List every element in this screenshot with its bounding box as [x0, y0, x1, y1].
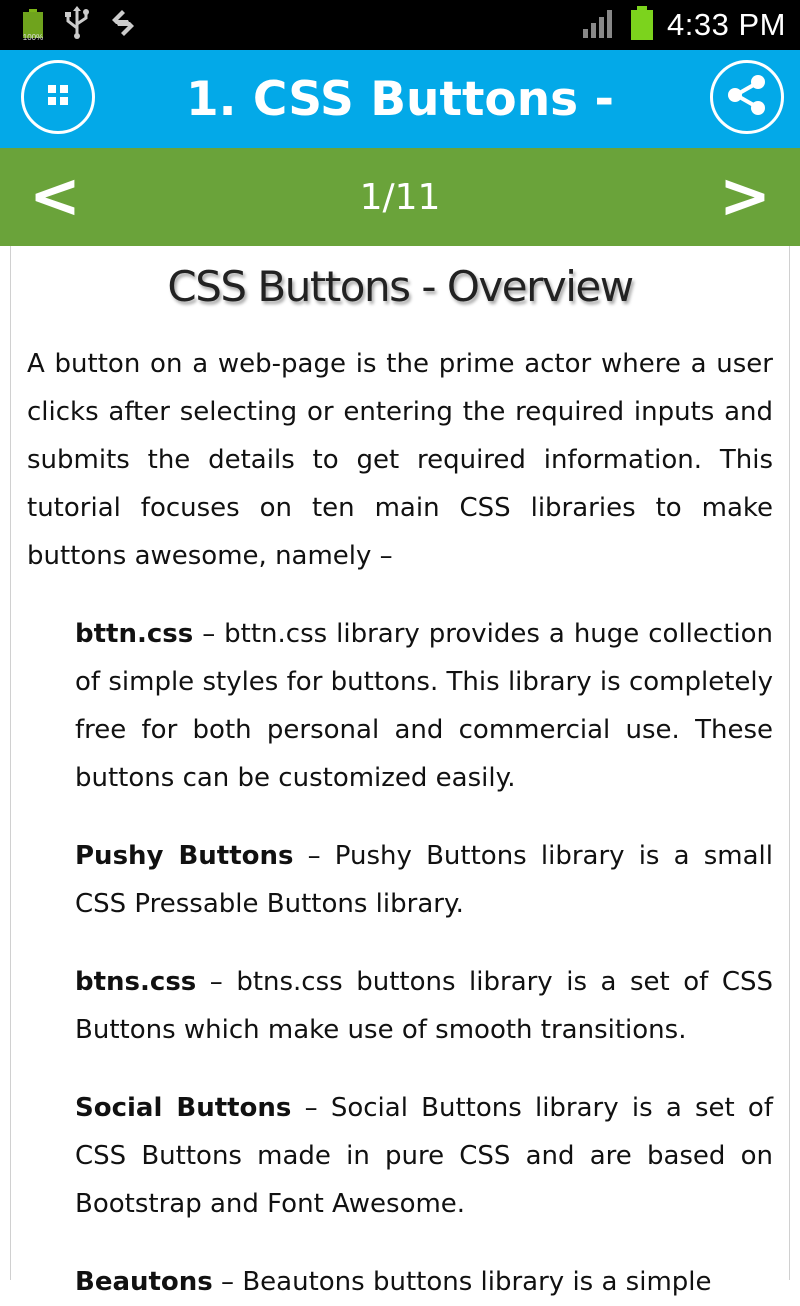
library-name: Beautons: [75, 1267, 213, 1297]
library-name: bttn.css: [75, 619, 194, 649]
status-bar: [0, 0, 800, 50]
library-name: Social Buttons: [75, 1093, 292, 1123]
library-description: – Beautons buttons library is a simple: [212, 1267, 712, 1297]
library-description: – btns.css buttons library is a set of CSS Buttons which make use of smooth transitions.: [75, 967, 773, 1045]
battery-small-label: 100%: [22, 33, 44, 42]
page-heading: CSS Buttons - Overview: [167, 262, 633, 311]
content-area[interactable]: [10, 246, 790, 1297]
share-icon: [725, 73, 769, 121]
app-bar: [0, 50, 800, 148]
library-name: btns.css: [75, 967, 197, 997]
menu-button[interactable]: [21, 60, 95, 134]
usb-icon: [64, 6, 90, 44]
sync-icon: [108, 6, 138, 44]
list-item: [75, 832, 773, 928]
clock: 4:33 PM: [667, 7, 786, 42]
library-name: Pushy Buttons: [75, 841, 294, 871]
library-description: – Social Buttons library is a set of CSS Buttons made in pure CSS and are based on Bootstrap and Font Awesome.: [75, 1093, 773, 1219]
share-button[interactable]: [710, 60, 784, 134]
library-description: – Pushy Buttons library is a small CSS Pressable Buttons library.: [75, 841, 773, 919]
list-item: [75, 610, 773, 802]
list-item: [75, 1084, 773, 1228]
battery-small-icon: [20, 9, 46, 41]
previous-page-button[interactable]: <: [29, 159, 81, 232]
signal-icon: [581, 7, 617, 43]
next-page-button[interactable]: >: [719, 159, 771, 232]
list-item: [75, 958, 773, 1054]
battery-icon: [629, 5, 655, 45]
intro-paragraph: A button on a web-page is the prime actor where a user clicks after selecting or entering the required inputs and submits the details to get required information. This tutorial focuses on ten main CSS libraries to make buttons awesome, namely –: [27, 349, 773, 571]
app-title: 1. CSS Buttons -: [185, 72, 615, 127]
pager-bar: [0, 148, 800, 246]
grid-icon: [46, 83, 70, 111]
list-item: [75, 1258, 773, 1306]
page-indicator: 1/11: [359, 177, 441, 218]
library-list: [75, 610, 773, 1306]
library-description: – bttn.css library provides a huge collection of simple styles for buttons. This library is completely free for both personal and commercial use. These buttons can be customized easily.: [75, 619, 773, 793]
